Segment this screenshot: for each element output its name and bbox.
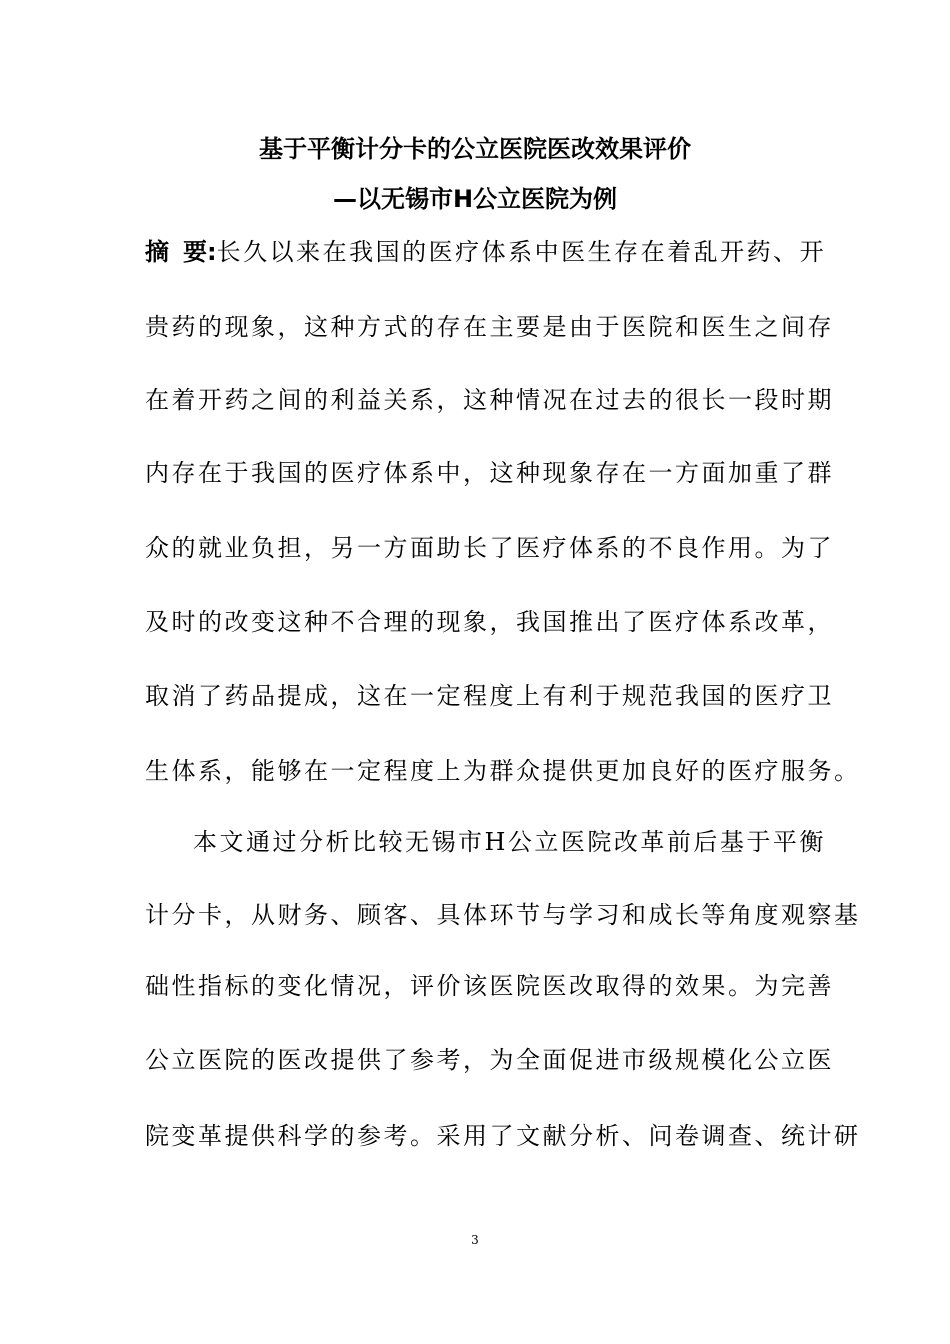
paragraph-line: 础性指标的变化情况，评价该医院医改取得的效果。为完善 xyxy=(145,972,834,1000)
abstract-line: 贵药的现象，这种方式的存在主要是由于医院和医生之间存 xyxy=(145,313,834,341)
abstract-line: 内存在于我国的医疗体系中，这种现象存在一方面加重了群 xyxy=(145,459,834,487)
paragraph-line: 计分卡，从财务、顾客、具体环节与学习和成长等角度观察基 xyxy=(145,901,861,929)
abstract-line: 取消了药品提成，这在一定程度上有利于规范我国的医疗卫 xyxy=(145,682,834,710)
document-subtitle: —以无锡市H公立医院为例 xyxy=(332,185,618,213)
page-number: 3 xyxy=(471,1233,479,1247)
paragraph-line: 院变革提供科学的参考。采用了文献分析、问卷调查、统计研 xyxy=(145,1122,861,1150)
abstract-line: 及时的改变这种不合理的现象，我国推出了医疗体系改革， xyxy=(145,608,834,636)
abstract-line: 众的就业负担，另一方面助长了医疗体系的不良作用。为了 xyxy=(145,534,834,562)
paragraph-line: 公立医院的医改提供了参考，为全面促进市级规模化公立医 xyxy=(145,1046,834,1074)
paragraph-line: 本文通过分析比较无锡市H公立医院改革前后基于平衡 xyxy=(193,828,826,856)
abstract-line: 长久以来在我国的医疗体系中医生存在着乱开药、开 xyxy=(216,238,827,266)
document-title: 基于平衡计分卡的公立医院医改效果评价 xyxy=(259,135,691,163)
abstract-label: 摘 要: xyxy=(145,238,217,266)
abstract-line: 生体系，能够在一定程度上为群众提供更加良好的医疗服务。 xyxy=(145,757,861,785)
abstract-line: 在着开药之间的利益关系，这种情况在过去的很长一段时期 xyxy=(145,386,834,414)
abstract-first-line xyxy=(145,236,825,268)
